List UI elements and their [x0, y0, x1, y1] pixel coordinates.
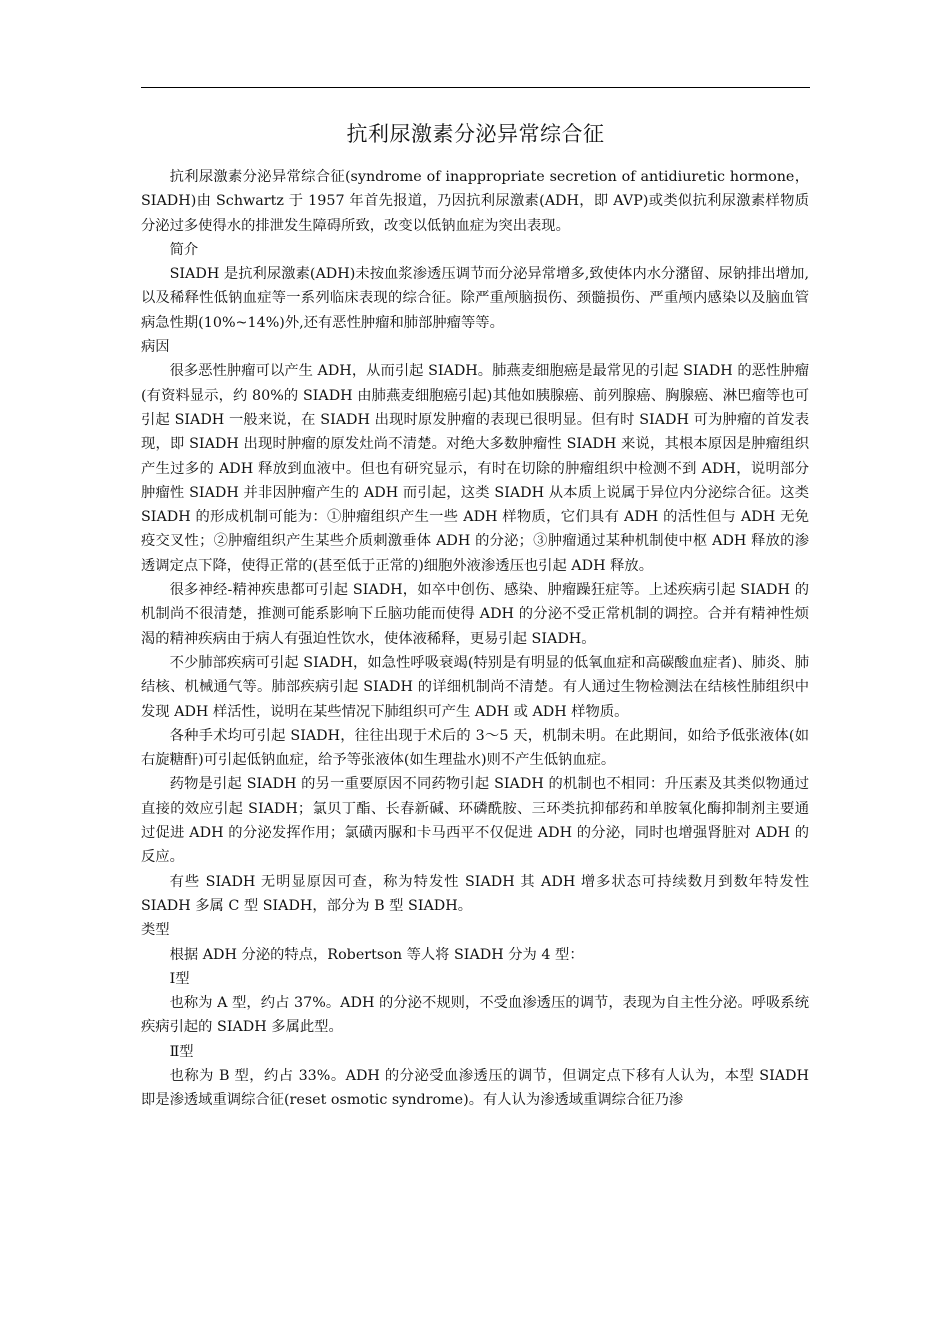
types-intro-paragraph: 根据 ADH 分泌的特点，Robertson 等人将 SIADH 分为 4 型：: [169, 946, 584, 963]
section-heading-etiology: 病因: [141, 339, 170, 356]
document-body: [141, 165, 809, 1113]
etiology-lung-paragraph: 不少肺部疾病可引起 SIADH，如急性呼吸衰竭(特别是有明显的低氧血症和高碳酸血症者)、肺炎、肺结核、机械通气等。肺部疾病引起 SIADH 的详细机制尚不清楚。有人通过生物检测法在结核性肺组织中发现 ADH 样活性，说明在某些情况下肺组织可产生 ADH 或 ADH 样物质。: [141, 654, 809, 720]
section-heading-types: 类型: [141, 922, 170, 939]
section-heading-intro: 简介: [169, 241, 199, 258]
document-title: 抗利尿激素分泌异常综合征: [346, 122, 605, 146]
subheading-type-1: Ⅰ型: [169, 970, 190, 987]
subheading-type-2: Ⅱ型: [169, 1043, 194, 1060]
type-2-paragraph: 也称为 B 型，约占 33%。ADH 的分泌受血渗透压的调节，但调定点下移有人认为，本型 SIADH 即是渗透域重调综合征(reset osmotic syndrome)。有人认为渗透域重调综合征乃渗: [141, 1067, 809, 1109]
overview-paragraph: SIADH 是抗利尿激素(ADH)未按血浆渗透压调节而分泌异常增多,致使体内水分潴留、尿钠排出增加,以及稀释性低钠血症等一系列临床表现的综合征。除严重颅脑损伤、颈髓损伤、严重颅内感染以及脑血管病急性期(10%~14%)外,还有恶性肿瘤和肺部肿瘤等等。: [141, 266, 809, 331]
etiology-drug-paragraph: 药物是引起 SIADH 的另一重要原因不同药物引起 SIADH 的机制也不相同：升压素及其类似物通过直接的效应引起 SIADH；氯贝丁酯、长春新碱、环磷酰胺、三环类抗抑郁药和单胺氧化酶抑制剂主要通过促进 ADH 的分泌发挥作用；氯磺丙脲和卡马西平不仅促进 ADH 的分泌，同时也增强肾脏对 ADH 的反应。: [141, 776, 809, 866]
etiology-idiopathic-paragraph: 有些 SIADH 无明显原因可查，称为特发性 SIADH 其 ADH 增多状态可持续数月到数年特发性 SIADH 多属 C 型 SIADH，部分为 B 型 SIADH。: [141, 873, 809, 914]
etiology-neuro-paragraph: 很多神经-精神疾患都可引起 SIADH，如卒中创伤、感染、肿瘤躁狂症等。上述疾病引起 SIADH 的机制尚不很清楚，推测可能系影响下丘脑功能而使得 ADH 的分泌不受正常机制的调控。合并有精神性烦渴的精神疾病由于病人有强迫性饮水，使体液稀释，更易引起 SIADH。: [141, 582, 809, 647]
header-rule: [141, 87, 810, 88]
etiology-tumor-paragraph: 很多恶性肿瘤可以产生 ADH，从而引起 SIADH。肺燕麦细胞癌是最常见的引起 SIADH 的恶性肿瘤(有资料显示，约 80%的 SIADH 由肺燕麦细胞癌引起)其他如胰腺癌、前列腺癌、胸腺癌、淋巴瘤等也可引起 SIADH 一般来说，在 SIADH 出现时原发肿瘤的表现已很明显。但有时 SIADH 可为肿瘤的首发表现，即 SIADH 出现时肿瘤的原发灶尚不清楚。对绝大多数肿瘤性 SIADH 来说，其根本原因是肿瘤组织产生过多的 ADH 释放到血液中。但也有研究显示，有时在切除的肿瘤组织中检测不到 ADH，说明部分肿瘤性 SIADH 并非因肿瘤产生的 ADH 而引起，这类 SIADH 从本质上说属于异位内分泌综合征。这类 SIADH 的形成机制可能为：①肿瘤组织产生一些 ADH 样物质，它们具有 ADH 的活性但与 ADH 无免疫交叉性；②肿瘤组织产生某些介质刺激垂体 ADH 的分泌；③肿瘤通过某种机制使中枢 ADH 释放的渗透调定点下降，使得正常的(甚至低于正常的)细胞外液渗透压也引起 ADH 释放。: [141, 363, 809, 574]
type-1-paragraph: 也称为 A 型，约占 37%。ADH 的分泌不规则，不受血渗透压的调节，表现为自主性分泌。呼吸系统疾病引起的 SIADH 多属此型。: [141, 995, 809, 1036]
intro-paragraph: 抗利尿激素分泌异常综合征(syndrome of inappropriate secretion of antidiuretic hormone，SIADH)由 Schwartz 于 1957 年首先报道，乃因抗利尿激素(ADH，即 AVP)或类似抗利尿激素样物质分泌过多使得水的排泄发生障碍所致，改变以低钠血症为突出表现。: [141, 169, 809, 234]
etiology-surgery-paragraph: 各种手术均可引起 SIADH，往往出现于术后的 3～5 天，机制未明。在此期间，如给予低张液体(如右旋糖酐)可引起低钠血症，给予等张液体(如生理盐水)则不产生低钠血症。: [141, 727, 809, 769]
